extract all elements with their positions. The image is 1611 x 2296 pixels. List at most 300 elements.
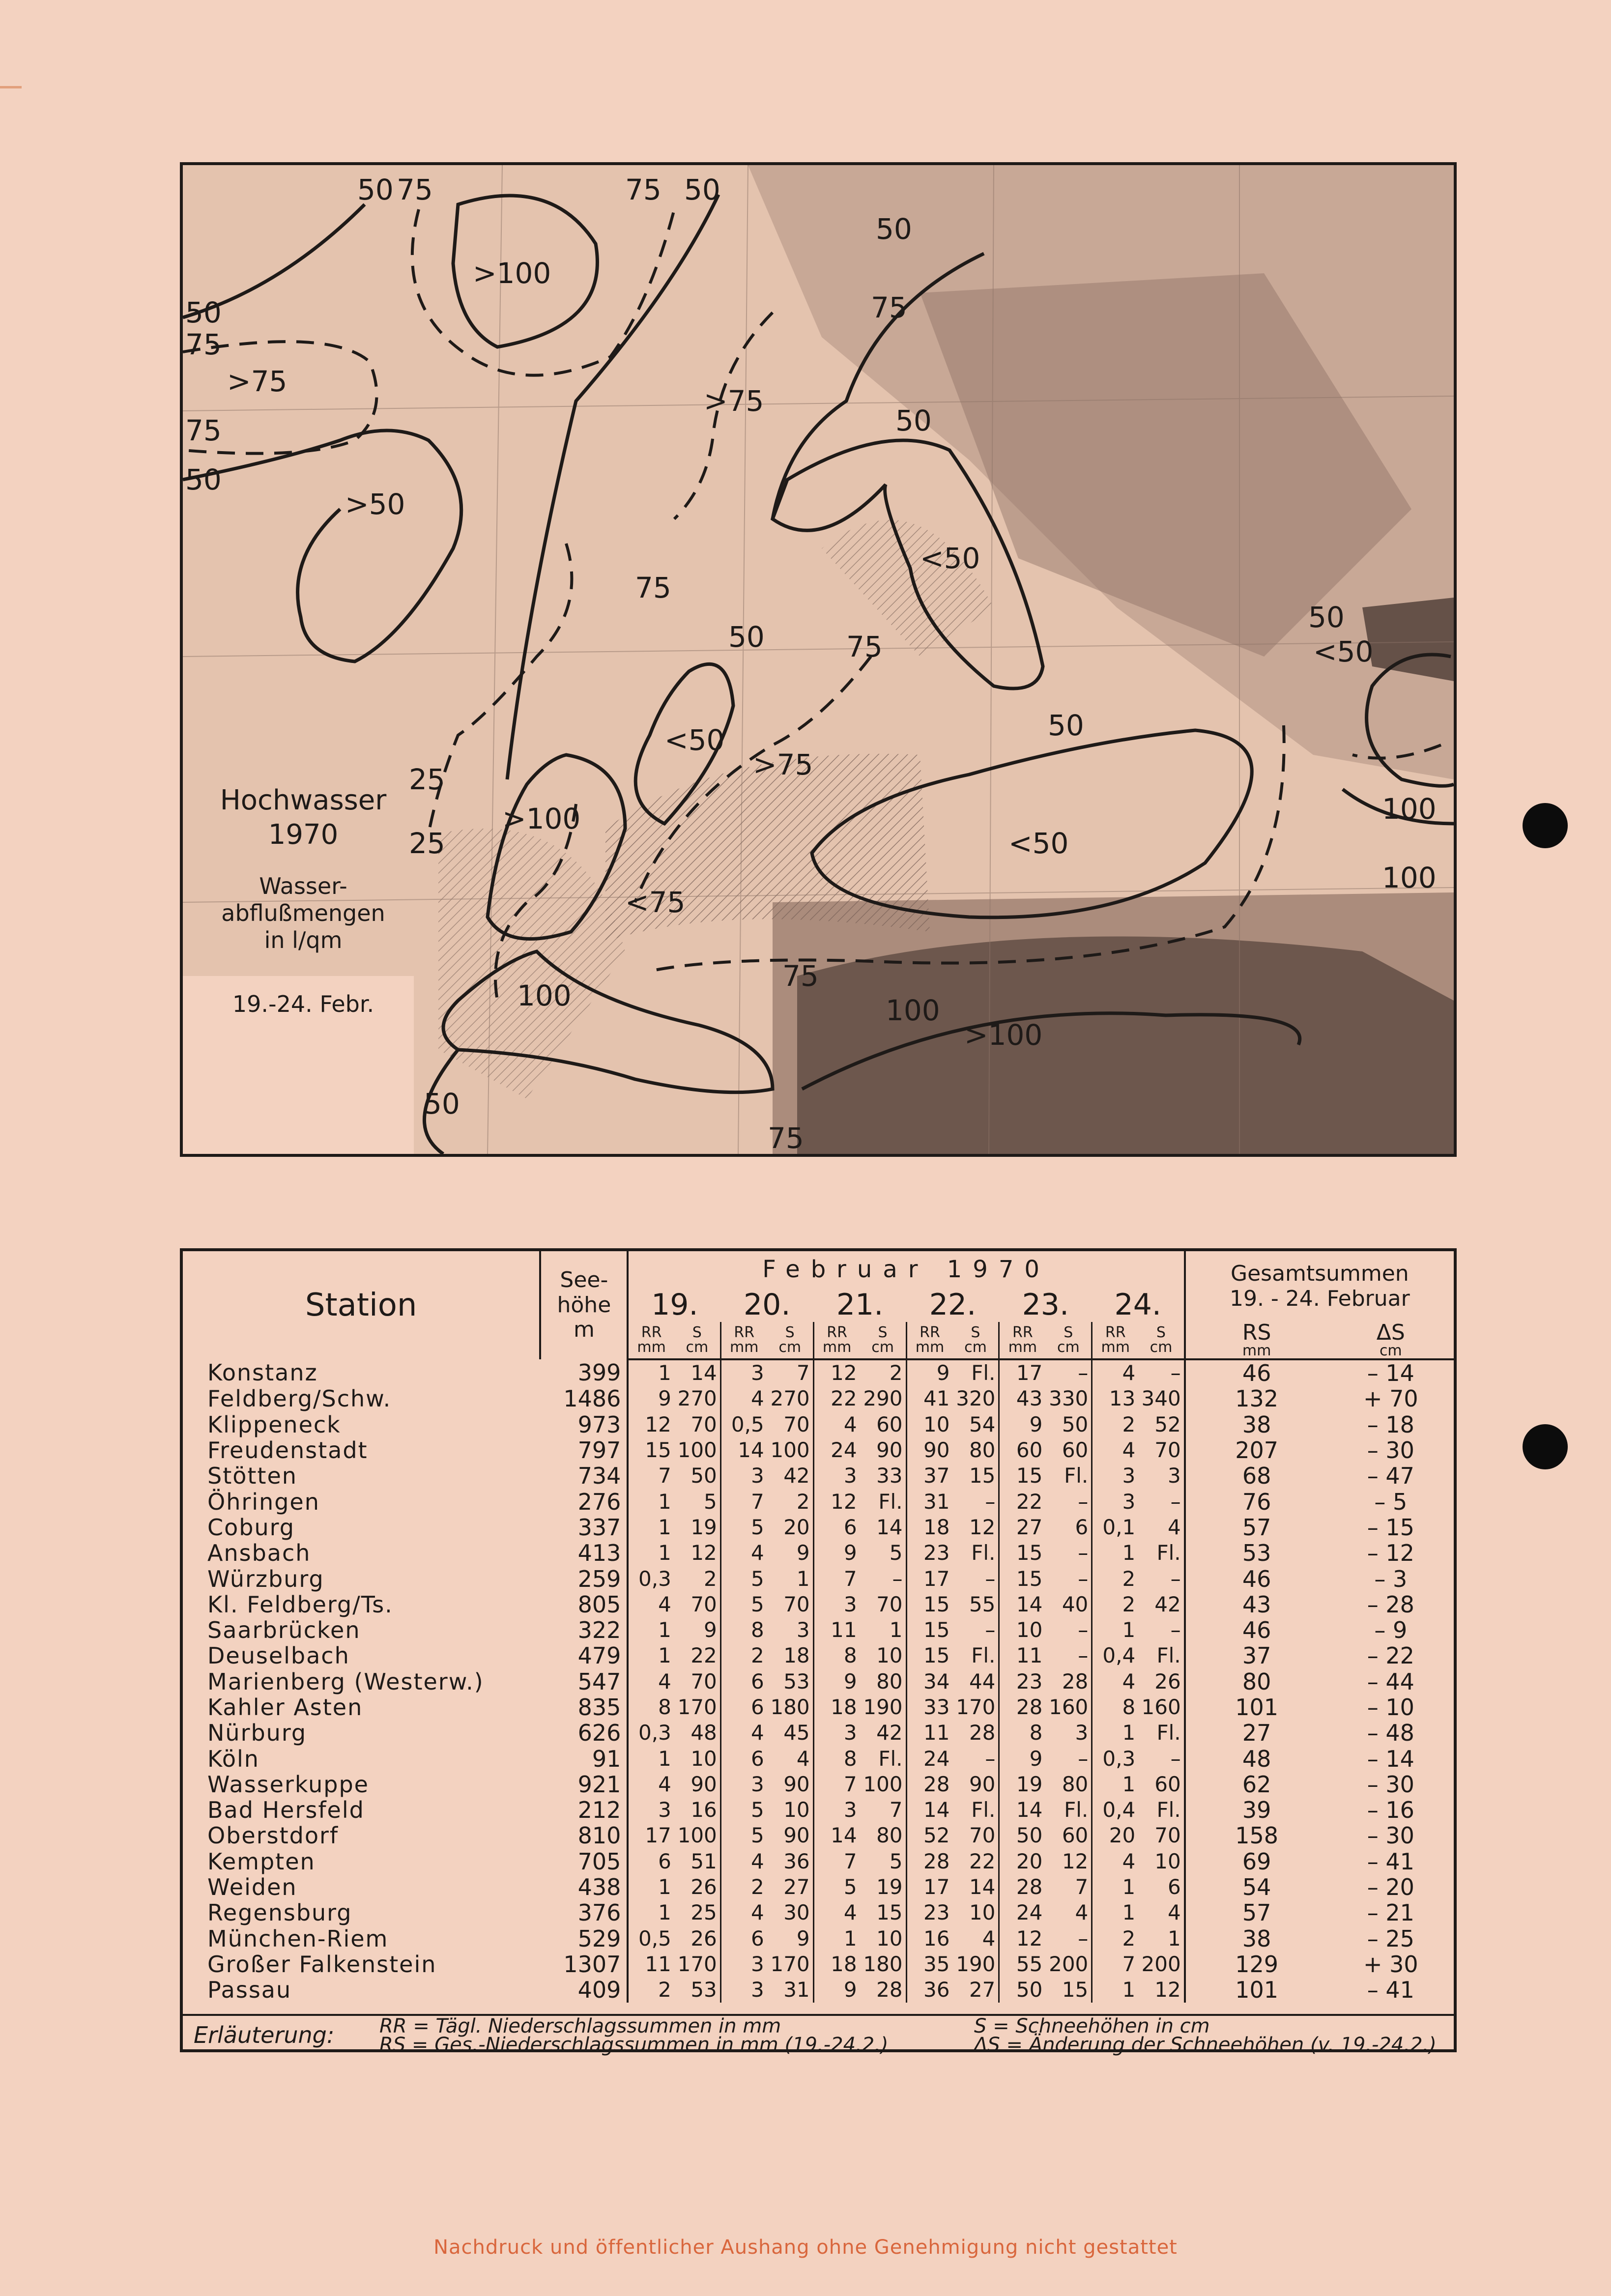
daily-precip: 36 xyxy=(923,1978,950,2002)
daily-precip: 9 xyxy=(1029,1412,1043,1436)
snow-depth: 170 xyxy=(674,1694,720,1720)
snow-depth: Fl. xyxy=(860,1746,906,1771)
daily-precip: 11 xyxy=(923,1721,950,1745)
snow-depth: 80 xyxy=(860,1823,906,1848)
snow-depth: 31 xyxy=(767,1977,813,2003)
daily-precip: 4 xyxy=(750,1900,764,1925)
iso-label: 75 xyxy=(871,291,907,324)
total-precip: 68 xyxy=(1242,1463,1271,1489)
snow-depth: 5 xyxy=(674,1489,720,1514)
daily-precip: 8 xyxy=(750,1618,764,1642)
station-elevation: 921 xyxy=(540,1772,628,1797)
snow-depth: 28 xyxy=(1045,1669,1092,1694)
daily-precip: 2 xyxy=(750,1643,764,1668)
daily-precip: 24 xyxy=(923,1746,950,1771)
station-elevation: 705 xyxy=(540,1849,628,1874)
snow-depth: 320 xyxy=(952,1386,999,1411)
station-name: Marienberg (Westerw.) xyxy=(207,1668,484,1694)
daily-precip: 55 xyxy=(1016,1952,1043,1976)
map-subtitle-3: in l/qm xyxy=(264,927,343,953)
daily-precip: 5 xyxy=(843,1875,857,1899)
total-precip: 43 xyxy=(1242,1591,1271,1617)
snow-depth: 44 xyxy=(952,1669,999,1694)
iso-label: 50 xyxy=(1048,709,1084,742)
snow-change: – 47 xyxy=(1367,1463,1414,1489)
snow-depth: 28 xyxy=(952,1720,999,1746)
snow-depth: 2 xyxy=(860,1359,906,1386)
daily-precip: 17 xyxy=(923,1875,950,1899)
snow-depth: – xyxy=(1045,1540,1092,1566)
daily-precip: 3 xyxy=(1122,1464,1136,1488)
snow-change: – 14 xyxy=(1367,1746,1414,1772)
daily-precip: 11 xyxy=(1016,1643,1043,1668)
snow-change: – 20 xyxy=(1367,1874,1414,1900)
snow-depth: 26 xyxy=(674,1874,720,1900)
daily-precip: 4 xyxy=(1122,1438,1136,1463)
station-elevation: 797 xyxy=(540,1437,628,1463)
s-unit-header: S cm xyxy=(1138,1322,1184,1359)
daily-precip: 33 xyxy=(923,1695,950,1719)
daily-precip: 15 xyxy=(1016,1541,1043,1565)
station-name: Großer Falkenstein xyxy=(207,1951,437,1978)
daily-precip: 1 xyxy=(658,1875,671,1899)
total-precip: 27 xyxy=(1242,1720,1271,1746)
daily-precip: 1 xyxy=(658,1643,671,1668)
snow-depth: 53 xyxy=(674,1977,720,2003)
snow-depth: 60 xyxy=(860,1412,906,1437)
snow-depth: 60 xyxy=(1138,1772,1184,1797)
daily-precip: 50 xyxy=(1016,1823,1043,1848)
snow-depth: – xyxy=(1138,1746,1184,1771)
daily-precip: 4 xyxy=(750,1386,764,1411)
snow-depth: 160 xyxy=(1045,1694,1092,1720)
station-elevation: 479 xyxy=(540,1643,628,1668)
station-name: Würzburg xyxy=(207,1566,324,1592)
daily-precip: 2 xyxy=(1122,1926,1136,1951)
snow-depth: 60 xyxy=(1045,1437,1092,1463)
snow-depth: 53 xyxy=(767,1669,813,1694)
daily-precip: 35 xyxy=(923,1952,950,1976)
daily-precip: 8 xyxy=(843,1746,857,1771)
snow-depth: 5 xyxy=(860,1540,906,1566)
iso-label: <50 xyxy=(920,542,980,575)
snow-depth: Fl. xyxy=(1138,1797,1184,1823)
daily-precip: 15 xyxy=(923,1643,950,1668)
snow-change: + 70 xyxy=(1363,1386,1418,1412)
daily-precip: 4 xyxy=(750,1541,764,1565)
snow-depth: 3 xyxy=(1138,1463,1184,1489)
snow-depth: 170 xyxy=(767,1952,813,1977)
daily-precip: 43 xyxy=(1016,1386,1043,1411)
legend-label: Erläuterung: xyxy=(194,2022,335,2048)
snow-depth: 100 xyxy=(674,1437,720,1463)
edge-tick-mark xyxy=(0,86,22,88)
daily-precip: 1 xyxy=(1122,1541,1136,1565)
daily-precip: 6 xyxy=(750,1669,764,1693)
snow-depth: 7 xyxy=(860,1797,906,1823)
snow-change: – 12 xyxy=(1367,1540,1414,1566)
snow-depth: 42 xyxy=(767,1463,813,1489)
rr-unit-header: RR mm xyxy=(999,1322,1045,1359)
iso-label: 50 xyxy=(185,296,222,329)
daily-precip: 1 xyxy=(658,1515,671,1539)
station-elevation: 259 xyxy=(540,1566,628,1591)
iso-label: 25 xyxy=(409,763,445,796)
daily-precip: 27 xyxy=(1016,1515,1043,1539)
snow-change: – 41 xyxy=(1367,1848,1414,1874)
day-header: 22. xyxy=(929,1288,977,1322)
total-precip: 38 xyxy=(1242,1411,1271,1437)
snow-depth: 10 xyxy=(674,1746,720,1771)
daily-precip: 9 xyxy=(843,1669,857,1693)
snow-depth: 15 xyxy=(952,1463,999,1489)
snow-depth: 80 xyxy=(952,1437,999,1463)
station-name: München-Riem xyxy=(207,1925,389,1952)
total-precip: 46 xyxy=(1242,1617,1271,1643)
daily-precip: 14 xyxy=(1016,1592,1043,1616)
snow-depth: 70 xyxy=(1138,1823,1184,1848)
daily-precip: 1 xyxy=(1122,1875,1136,1899)
table-row xyxy=(183,1823,1454,1848)
snow-depth: 42 xyxy=(860,1720,906,1746)
iso-label: 100 xyxy=(1382,792,1437,826)
station-name: Wasserkuppe xyxy=(207,1771,369,1798)
snow-depth: 28 xyxy=(860,1977,906,2003)
daily-precip: 20 xyxy=(1016,1849,1043,1873)
station-name: Ansbach xyxy=(207,1540,311,1566)
daily-precip: 4 xyxy=(1122,1669,1136,1693)
legend xyxy=(183,2014,1454,2054)
iso-label: 75 xyxy=(782,959,819,993)
punch-hole-lower xyxy=(1523,1424,1568,1469)
daily-precip: 5 xyxy=(750,1515,764,1539)
table-row xyxy=(183,1592,1454,1617)
iso-label: 75 xyxy=(846,630,883,663)
snow-change: – 3 xyxy=(1374,1566,1408,1592)
reprint-notice: Nachdruck und öffentlicher Aushang ohne Genehmigung nicht gestattet xyxy=(433,2236,1178,2259)
snow-depth: 70 xyxy=(674,1669,720,1694)
snow-change: – 48 xyxy=(1367,1720,1414,1746)
snow-depth: 10 xyxy=(767,1797,813,1823)
daily-precip: 4 xyxy=(658,1592,671,1616)
daily-precip: 7 xyxy=(843,1849,857,1873)
total-precip: 101 xyxy=(1235,1694,1279,1721)
daily-precip: 52 xyxy=(923,1823,950,1848)
total-precip: 76 xyxy=(1242,1489,1271,1515)
snow-depth: – xyxy=(952,1489,999,1514)
snow-depth: Fl. xyxy=(1045,1463,1092,1489)
table-row xyxy=(183,1746,1454,1771)
iso-label: 75 xyxy=(397,173,433,206)
daily-precip: 0,1 xyxy=(1102,1515,1136,1539)
daily-precip: 28 xyxy=(923,1772,950,1796)
snow-depth: Fl. xyxy=(1138,1720,1184,1746)
daily-precip: 1 xyxy=(1122,1900,1136,1925)
snow-depth: 200 xyxy=(1138,1952,1184,1977)
station-name: Oberstdorf xyxy=(207,1823,339,1849)
hoehe-header: See- höhe m xyxy=(540,1251,628,1359)
daily-precip: 22 xyxy=(1016,1489,1043,1514)
snow-depth: Fl. xyxy=(1045,1797,1092,1823)
daily-precip: 5 xyxy=(750,1823,764,1848)
total-precip: 54 xyxy=(1242,1874,1271,1900)
snow-depth: 160 xyxy=(1138,1694,1184,1720)
snow-depth: Fl. xyxy=(952,1797,999,1823)
station-elevation: 438 xyxy=(540,1874,628,1900)
daily-precip: 1 xyxy=(1122,1721,1136,1745)
station-elevation: 805 xyxy=(540,1592,628,1617)
station-name: Passau xyxy=(207,1977,292,2003)
day-header: 20. xyxy=(744,1288,791,1322)
snow-depth: 7 xyxy=(1045,1874,1092,1900)
s-unit-header: S cm xyxy=(674,1322,720,1359)
daily-precip: 1 xyxy=(658,1541,671,1565)
daily-precip: 31 xyxy=(923,1489,950,1514)
snow-depth: 27 xyxy=(952,1977,999,2003)
snow-depth: – xyxy=(1045,1617,1092,1643)
snow-change: – 30 xyxy=(1367,1437,1414,1464)
daily-precip: 6 xyxy=(750,1695,764,1719)
daily-precip: 4 xyxy=(658,1772,671,1796)
map-period: 19.-24. Febr. xyxy=(232,991,374,1017)
snow-depth: – xyxy=(1045,1489,1092,1514)
daily-precip: 7 xyxy=(843,1772,857,1796)
snow-depth: 100 xyxy=(767,1437,813,1463)
day-header: 21. xyxy=(836,1288,884,1322)
total-precip: 48 xyxy=(1242,1746,1271,1772)
daily-precip: 5 xyxy=(750,1592,764,1616)
station-name: Saarbrücken xyxy=(207,1617,361,1643)
daily-precip: 3 xyxy=(750,1464,764,1488)
snow-depth: 14 xyxy=(860,1515,906,1540)
table-row xyxy=(183,1412,1454,1437)
daily-precip: 2 xyxy=(1122,1566,1136,1591)
snow-depth: 10 xyxy=(1138,1849,1184,1874)
snow-depth: 12 xyxy=(1045,1849,1092,1874)
station-name: Öhringen xyxy=(207,1489,320,1515)
snow-depth: 52 xyxy=(1138,1412,1184,1437)
daily-precip: 4 xyxy=(750,1849,764,1873)
snow-depth: 48 xyxy=(674,1720,720,1746)
station-name: Regensburg xyxy=(207,1900,352,1926)
daily-precip: 11 xyxy=(831,1618,857,1642)
table-row xyxy=(183,1489,1454,1514)
station-elevation: 529 xyxy=(540,1926,628,1952)
daily-precip: 2 xyxy=(750,1875,764,1899)
rr-unit-header: RR mm xyxy=(720,1322,767,1359)
snow-depth: 33 xyxy=(860,1463,906,1489)
daily-precip: 5 xyxy=(750,1566,764,1591)
daily-precip: 14 xyxy=(923,1798,950,1822)
snow-depth: 180 xyxy=(767,1694,813,1720)
iso-label: 50 xyxy=(895,404,932,437)
station-name: Konstanz xyxy=(207,1359,318,1386)
daily-precip: 4 xyxy=(843,1900,857,1925)
daily-precip: 37 xyxy=(923,1464,950,1488)
snow-depth: 3 xyxy=(1045,1720,1092,1746)
daily-precip: 34 xyxy=(923,1669,950,1693)
snow-change: – 18 xyxy=(1367,1411,1414,1437)
station-elevation: 1307 xyxy=(540,1952,628,1977)
daily-precip: 0,4 xyxy=(1102,1798,1136,1822)
daily-precip: 3 xyxy=(843,1721,857,1745)
snow-depth: 170 xyxy=(674,1952,720,1977)
ds-unit-header: ΔS cm xyxy=(1328,1322,1454,1359)
station-elevation: 322 xyxy=(540,1617,628,1643)
snow-depth: 7 xyxy=(767,1359,813,1386)
snow-depth: 26 xyxy=(1138,1669,1184,1694)
iso-label: 100 xyxy=(886,994,940,1027)
snow-change: – 16 xyxy=(1367,1797,1414,1823)
station-elevation: 734 xyxy=(540,1463,628,1489)
iso-label: 50 xyxy=(185,463,222,496)
daily-precip: 8 xyxy=(1029,1721,1043,1745)
daily-precip: 23 xyxy=(1016,1669,1043,1693)
daily-precip: 41 xyxy=(923,1386,950,1411)
snow-depth: 200 xyxy=(1045,1952,1092,1977)
daily-precip: 1 xyxy=(1122,1618,1136,1642)
daily-precip: 28 xyxy=(1016,1695,1043,1719)
snow-depth: 2 xyxy=(674,1566,720,1591)
snow-depth: 14 xyxy=(674,1359,720,1386)
snow-depth: 4 xyxy=(767,1746,813,1771)
daily-precip: 3 xyxy=(1122,1489,1136,1514)
total-precip: 132 xyxy=(1235,1386,1279,1412)
station-elevation: 413 xyxy=(540,1540,628,1566)
daily-precip: 2 xyxy=(1122,1412,1136,1436)
daily-precip: 7 xyxy=(1122,1952,1136,1976)
map-year: 1970 xyxy=(268,819,339,851)
table-row xyxy=(183,1977,1454,2003)
snow-depth: 80 xyxy=(1045,1772,1092,1797)
snow-depth: – xyxy=(1045,1746,1092,1771)
s-unit-header: S cm xyxy=(767,1322,813,1359)
daily-precip: 7 xyxy=(658,1464,671,1488)
snow-depth: – xyxy=(1138,1566,1184,1591)
daily-precip: 50 xyxy=(1016,1978,1043,2002)
snow-depth: – xyxy=(1045,1566,1092,1591)
snow-depth: 15 xyxy=(860,1900,906,1925)
table-row xyxy=(183,1797,1454,1823)
daily-precip: 1 xyxy=(658,1489,671,1514)
table-row xyxy=(183,1694,1454,1720)
daily-precip: 0,4 xyxy=(1102,1643,1136,1668)
daily-precip: 6 xyxy=(843,1515,857,1539)
daily-precip: 17 xyxy=(923,1566,950,1591)
snow-depth: 4 xyxy=(1045,1900,1092,1925)
snow-depth: – xyxy=(952,1746,999,1771)
iso-label: <50 xyxy=(1313,635,1374,668)
snow-depth: 16 xyxy=(674,1797,720,1823)
total-precip: 158 xyxy=(1235,1823,1279,1849)
daily-precip: 23 xyxy=(923,1541,950,1565)
legend-rs: RS = Ges.-Niederschlagssummen in mm (19.-24.2.) xyxy=(379,2034,889,2056)
table-row xyxy=(183,1540,1454,1566)
daily-precip: 1 xyxy=(658,1361,671,1385)
iso-label: 50 xyxy=(1308,601,1345,634)
rr-unit-header: RR mm xyxy=(628,1322,674,1359)
total-precip: 129 xyxy=(1235,1951,1279,1978)
snow-depth: 170 xyxy=(952,1694,999,1720)
daily-precip: 14 xyxy=(831,1823,857,1848)
legend-rr: RR = Tägl. Niederschlagssummen in mm xyxy=(379,2015,781,2038)
station-name: Kl. Feldberg/Ts. xyxy=(207,1591,393,1617)
daily-precip: 24 xyxy=(1016,1900,1043,1925)
table-row xyxy=(183,1720,1454,1746)
day-header: 23. xyxy=(1022,1288,1069,1322)
snow-depth: 54 xyxy=(952,1412,999,1437)
daily-precip: 10 xyxy=(1016,1618,1043,1642)
total-precip: 101 xyxy=(1235,1977,1279,2003)
table-row xyxy=(183,1437,1454,1463)
iso-label: >75 xyxy=(753,748,813,781)
daily-precip: 19 xyxy=(1016,1772,1043,1796)
snow-change: – 21 xyxy=(1367,1900,1414,1926)
station-name: Kempten xyxy=(207,1848,316,1874)
daily-precip: 18 xyxy=(831,1695,857,1719)
station-name: Kahler Asten xyxy=(207,1694,363,1721)
snow-depth: 90 xyxy=(860,1437,906,1463)
map-title: Hochwasser xyxy=(220,784,387,816)
daily-precip: 14 xyxy=(738,1438,764,1463)
daily-precip: 3 xyxy=(658,1798,671,1822)
snow-depth: 30 xyxy=(767,1900,813,1925)
snow-depth: – xyxy=(1045,1926,1092,1952)
station-name: Coburg xyxy=(207,1514,295,1541)
iso-label: >100 xyxy=(964,1018,1043,1052)
s-unit-header: S cm xyxy=(952,1322,999,1359)
table-row xyxy=(183,1617,1454,1643)
snow-depth: 1 xyxy=(860,1617,906,1643)
daily-precip: 1 xyxy=(658,1618,671,1642)
flood-map xyxy=(180,162,1457,1157)
map-subtitle-2: abflußmengen xyxy=(221,900,385,926)
total-precip: 46 xyxy=(1242,1566,1271,1592)
snow-depth: 20 xyxy=(767,1515,813,1540)
snow-depth: 22 xyxy=(674,1643,720,1668)
snow-depth: 19 xyxy=(674,1515,720,1540)
snow-depth: 4 xyxy=(1138,1900,1184,1925)
snow-depth: 51 xyxy=(674,1849,720,1874)
snow-depth: 70 xyxy=(674,1412,720,1437)
snow-depth: – xyxy=(1138,1617,1184,1643)
daily-precip: 15 xyxy=(1016,1464,1043,1488)
daily-precip: 12 xyxy=(645,1412,671,1436)
snow-depth: Fl. xyxy=(860,1489,906,1514)
daily-precip: 28 xyxy=(1016,1875,1043,1899)
daily-precip: 9 xyxy=(843,1978,857,2002)
snow-depth: 90 xyxy=(767,1823,813,1848)
daily-precip: 4 xyxy=(843,1412,857,1436)
daily-precip: 60 xyxy=(1016,1438,1043,1463)
station-elevation: 1486 xyxy=(540,1386,628,1411)
snow-depth: 10 xyxy=(952,1900,999,1925)
station-name: Feldberg/Schw. xyxy=(207,1386,392,1412)
daily-precip: 23 xyxy=(923,1900,950,1925)
daily-precip: 0,3 xyxy=(1102,1746,1136,1771)
rr-unit-header: RR mm xyxy=(906,1322,952,1359)
rs-unit-header: RS mm xyxy=(1185,1322,1328,1359)
snow-depth: 70 xyxy=(860,1592,906,1617)
iso-label: 50 xyxy=(684,173,720,206)
iso-label: 50 xyxy=(357,173,394,206)
snow-depth: 270 xyxy=(674,1386,720,1411)
iso-label: 100 xyxy=(517,979,572,1012)
iso-label: 50 xyxy=(424,1087,460,1120)
snow-depth: 1 xyxy=(767,1566,813,1591)
daily-precip: 20 xyxy=(1109,1823,1136,1848)
daily-precip: 1 xyxy=(658,1746,671,1771)
